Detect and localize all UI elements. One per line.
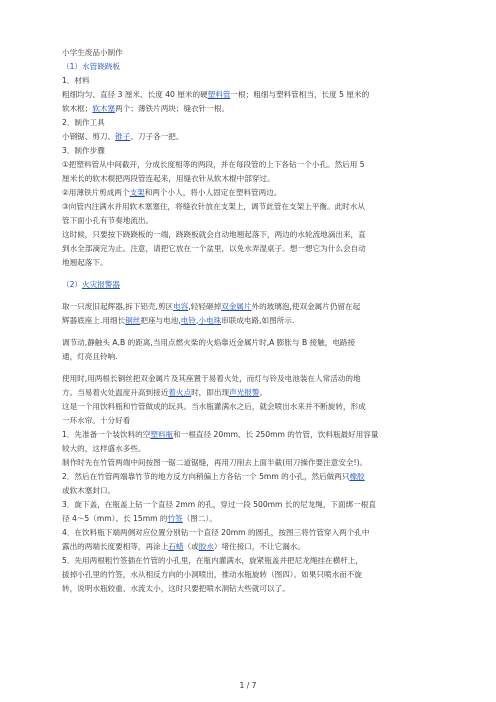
text-segment: （或	[183, 542, 199, 551]
text-segment: 小钢锯、剪刀、	[62, 132, 116, 141]
paragraph: 一环水帘。十分好看	[62, 416, 131, 425]
paragraph: 通，灯亮且铃响.	[62, 352, 118, 361]
paragraph	[62, 540, 434, 554]
paragraph: 4．在饮料瓶下端两侧对应位置分别钻一个直径 20mm 的圆孔，按图三将竹管穿入两个孔中	[62, 528, 370, 537]
paragraph: 制作时先在竹管两端中间按图一锯二道锯缝，再用刀削去上面半截(用刀操作要注意安全!)。	[62, 458, 368, 467]
document-body	[62, 46, 434, 596]
inline-link[interactable]: 橡胶	[349, 472, 365, 481]
paragraph: ③向管内注满水并用软木塞塞住，将缝衣针放在支架上，调节此管在支架上平衡。此时水从	[62, 202, 365, 211]
paragraph	[62, 512, 434, 526]
paragraph	[62, 428, 434, 442]
text-segment: 一根；粗细与塑料管相当，长度 5 厘米的	[230, 90, 370, 99]
inline-link[interactable]: 小电珠	[198, 316, 222, 325]
text-segment: 粗细均匀、直径 3 厘米、长度 40 厘米的硬	[62, 90, 208, 99]
text-segment: ②用薄铁片剪成两个	[62, 188, 130, 197]
inline-link[interactable]: 胶水	[198, 542, 214, 551]
inline-link[interactable]: 电铃	[180, 316, 196, 325]
paragraph: ①把塑料管从中间截开，分成长度相等的两段，并在每段管的上下各钻一个小孔。然后用 5	[62, 160, 365, 169]
inline-link[interactable]: 石蜡	[168, 542, 184, 551]
inline-link[interactable]: 塑料瓶	[150, 430, 174, 439]
paragraph: 厘米长的软木棍把两段管连起来，用缝衣针从软木棍中部穿过。	[62, 174, 275, 183]
text-segment: 。	[259, 388, 268, 397]
section-heading-seesaw: （1）水管跷跷板	[62, 62, 120, 71]
inline-link[interactable]: 铜丝	[125, 316, 141, 325]
document-title: 小学生废品小制作	[62, 48, 123, 57]
text-segment: 辉器底座上.用细长	[62, 316, 126, 325]
fire-alarm-link[interactable]: 火灾报警器	[82, 280, 120, 289]
section-heading-fire-alarm	[62, 278, 434, 292]
paragraph: 地翘起落下。	[62, 258, 108, 267]
steps-heading: 3．制作步骤	[62, 146, 105, 155]
inline-link[interactable]: 着火点	[168, 388, 192, 397]
text-segment: 时，即出现	[191, 388, 230, 397]
paragraph: 使用时,用两根长铜丝把双金属片及其座置于易着火处，而灯与铃及电池装在人常活动的地	[62, 374, 361, 383]
paragraph: 较大的，这样盛水多些。	[62, 444, 146, 453]
materials-heading: 1．材料	[62, 76, 90, 85]
paragraph	[62, 88, 434, 102]
inline-link[interactable]: 锥子	[115, 132, 131, 141]
paragraph: 或软木塞封口。	[62, 486, 116, 495]
inline-link[interactable]: 支架	[129, 188, 145, 197]
paragraph: 5．先用两根粗竹签插在竹管的小孔里，在瓶内灌满水，旋紧瓶盖并把尼龙绳挂在横杆上，	[62, 556, 363, 565]
paragraph: 调节动,静触头 A,B 的距离,当用点燃火柴的火焰靠近金属片时,A 膨胀与 B 接触，电路接	[62, 338, 356, 347]
inline-link[interactable]: 软木塞	[92, 104, 116, 113]
paragraph: 3．旋下盖，在瓶盖上钻一个直径 2mm 的孔，穿过一段 500mm 长的尼龙绳，下面绑一根直	[62, 500, 376, 509]
inline-link[interactable]: 双金属片	[221, 302, 252, 311]
heading-prefix: （2）	[62, 280, 83, 289]
text-segment: 和一根直径 20mm、长 250mm 的竹管，饮料瓶最好用容量	[173, 430, 379, 439]
paragraph: 管下面小孔有节奏地流出。	[62, 216, 154, 225]
paragraph	[62, 314, 434, 328]
text-segment: 两个；薄铁片两块；缝衣针一根。	[115, 104, 230, 113]
inline-link[interactable]: 塑料管	[207, 90, 231, 99]
inline-link[interactable]: 声光报警	[229, 388, 260, 397]
text-segment: 径 4～5（mm）、长 15mm 的	[62, 514, 168, 523]
page-number: 1 / 7	[239, 681, 257, 690]
text-segment: ,	[195, 316, 199, 325]
paragraph	[62, 300, 434, 314]
paragraph: 这时候，只要按下跷跷板的一端，跷跷板就会自动地翘起落下，两边的水轮流地滴出来，直	[62, 230, 366, 239]
paragraph: 到水全部滴完为止。注意，请把它放在一个盆里，以免水弄湿桌子。想一想它为什么会自动	[62, 244, 366, 253]
text-segment: 方。当易着火处温度升高到接近	[62, 388, 169, 397]
text-segment: 和两个小人，将小人固定在塑料管两边。	[144, 188, 282, 197]
text-segment: 、刀子各一把。	[130, 132, 184, 141]
text-segment: ）堵住接口，不让它漏水。	[213, 542, 305, 551]
paragraph	[62, 130, 434, 144]
text-segment: 外的玻璃泡,使双金属片仍留在起	[251, 302, 361, 311]
inline-link[interactable]: 竹签	[167, 514, 183, 523]
text-segment: 串联成电路,如图所示.	[221, 316, 295, 325]
paragraph	[62, 386, 434, 400]
paragraph	[62, 102, 434, 116]
text-segment: 1．先准备一个装饮料的空	[62, 430, 151, 439]
text-segment: 把座与电池,	[140, 316, 181, 325]
tools-heading: 2．制作工具	[62, 118, 105, 127]
paragraph: 转，说明水瓶较重、水流太小，这时只要把喷水洞钻大些就可以了。	[62, 584, 290, 593]
text-segment: 取一只废旧起辉器,拆下铝壳,剪区	[62, 302, 174, 311]
paragraph: 拔掉小孔里的竹签，水从相反方向的小洞喷出，推动水瓶旋转（图四）。如果只喷水而不旋	[62, 570, 362, 579]
paragraph	[62, 186, 434, 200]
text-segment: 软木框；	[62, 104, 93, 113]
text-segment: 2．然后在竹管两端靠竹节的地方反方向稍偏上方各钻一个 5mm 的小孔，然后做两只	[62, 472, 350, 481]
paragraph	[62, 470, 434, 484]
text-segment: 露出的两端长度要相等，再涂上	[62, 542, 169, 551]
text-segment: （图二）。	[182, 514, 217, 523]
inline-link[interactable]: 电容	[173, 302, 189, 311]
text-segment: ,轻轻砸掉	[188, 302, 222, 311]
paragraph: 这是一个用饮料瓶和竹管做成的玩具。当水瓶灌满水之后，就会喷出水来并不断旋转，形成	[62, 402, 366, 411]
